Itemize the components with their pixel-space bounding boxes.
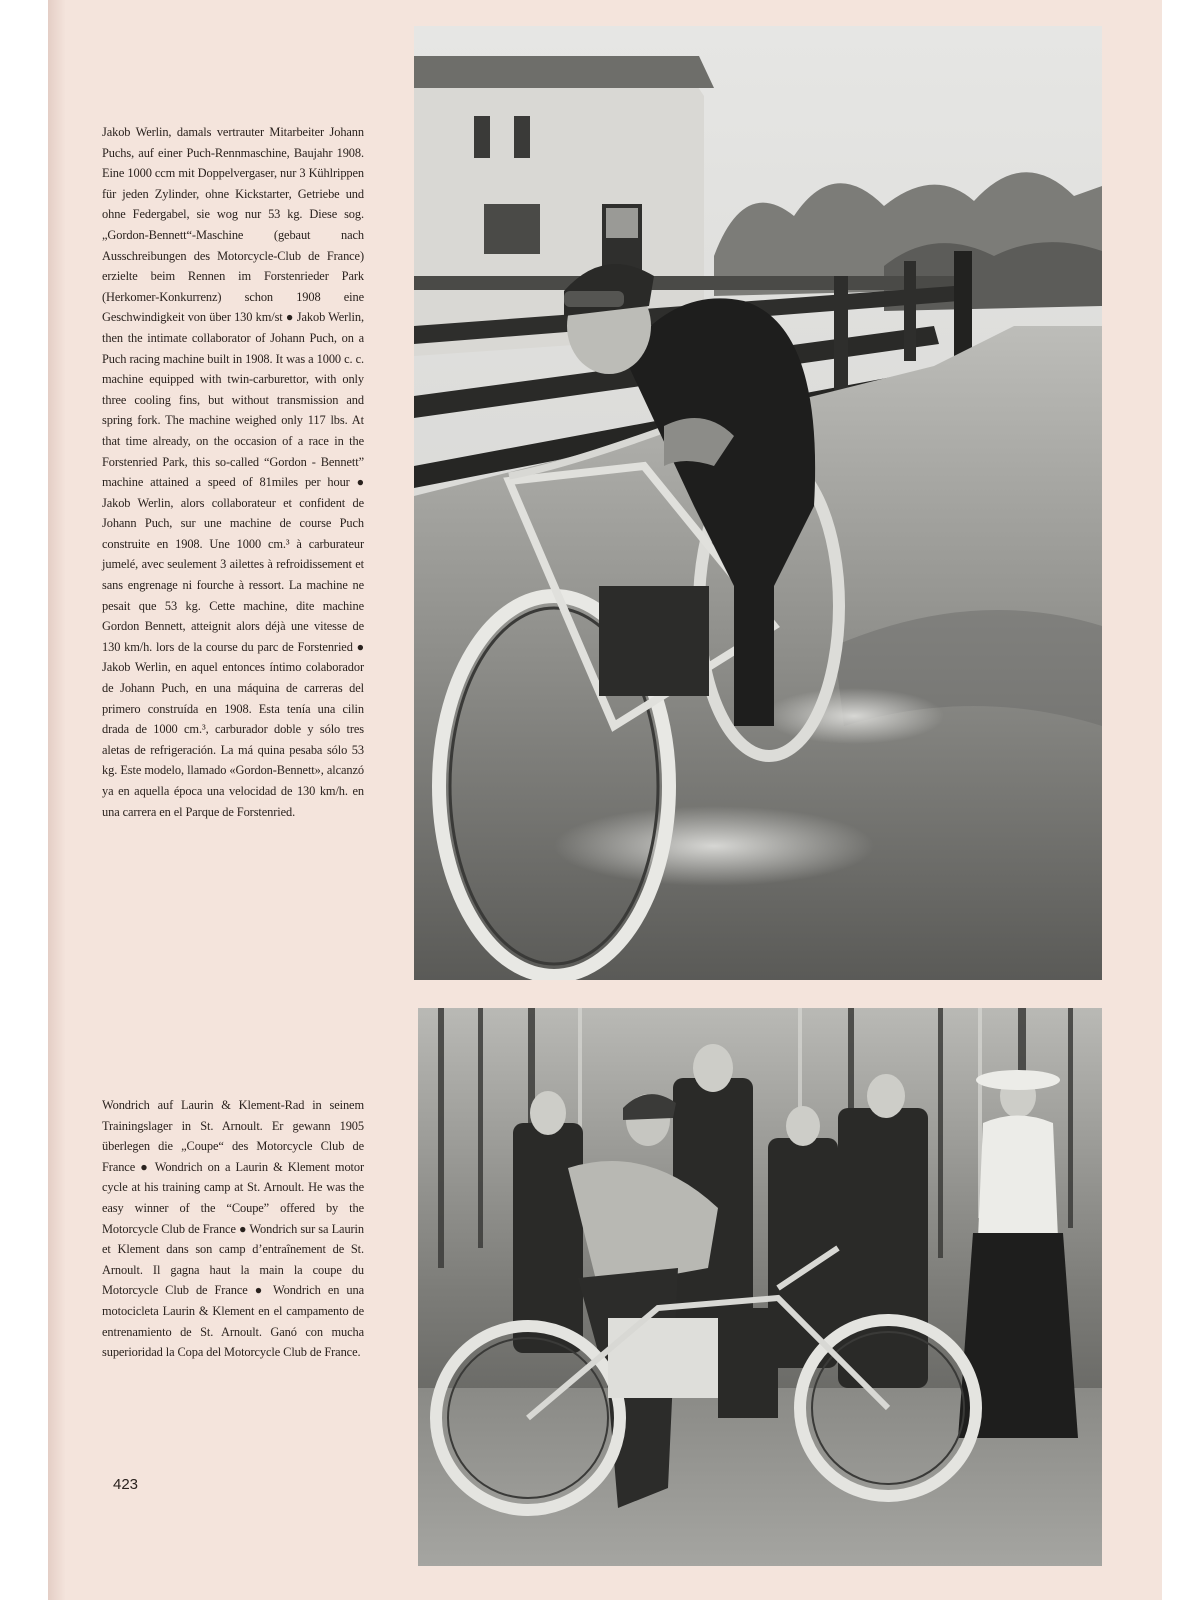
caption-wondrich-text: Wondrich auf Laurin & Klement-Rad in seinem Trainingslager in St. Arnoult. Er gewann 1905 überlegen die „Coupe“ des Motorcycle Club de France ● Wondrich on a Laurin & Klement motor cycle at his training camp at St. Arnoult. He was the easy winner of the “Coupe” offered by the Motorcycle Club de France ● Wondrich sur sa Laurin et Klement dans son camp d’entraînement de St. Arnoult. Il gagna haut la main la coupe du Motorcycle Club de France ● Wondrich en una motocicleta Laurin & Klement en el campamento de entrenamiento de St. Arnoult. Ganó con mucha superioridad la Copa del Motorcycle Club de France. xyxy=(102,1098,364,1360)
photo-werlin-illustration xyxy=(414,26,1102,980)
photo-wondrich-training-camp xyxy=(418,1008,1102,1566)
photo-werlin-racing-machine xyxy=(414,26,1102,980)
page-edge-shadow xyxy=(48,0,66,1600)
caption-wondrich xyxy=(102,1095,364,1363)
caption-werlin-text: Jakob Werlin, damals vertrauter Mitarbeiter Johann Puchs, auf einer Puch-Rennmaschine, Baujahr 1908. Eine 1000 ccm mit Doppelvergaser, nur 3 Kühlrippen für jeden Zylinder, ohne Kickstarter, Getriebe und ohne Federgabel, sie wog nur 53 kg. Diese sog. „Gordon-Bennett“-Maschine (gebaut nach Ausschreibungen des Motorcycle-Club de France) erzielte beim Rennen im Forstenrieder Park (Herkomer-Konkurrenz) schon 1908 eine Geschwindigkeit von über 130 km/st ● Jakob Werlin, then the intimate collaborator of Johann Puch, on a Puch racing machine built in 1908. It was a 1000 c. c. machine equipped with twin-carburettor, with only three cooling fins, but without transmission and spring fork. The machine weighed only 117 lbs. At that time already, on the occasion of a race in the Forstenried Park, this so-called “Gordon - Bennett” machine attained a speed of 81miles per hour ● Jakob Werlin, alors collaborateur et confident de Johann Puch, sur une machine de course Puch construite en 1908. Une 1000 cm.³ à carburateur jumelé, avec seulement 3 ailettes à refroidissement et sans engrenage ni fourche à ressort. La machine ne pesait que 53 kg. Cette machine, dite machine Gordon Bennett, atteignit alors déjà une vitesse de 130 km/h. lors de la course du parc de Forstenried ● Jakob Werlin, en aquel entonces íntimo colaborador de Johann Puch, en una máquina de carreras del primero construída en 1908. Esta tenía una cilin drada de 1000 cm.³, carburador doble y sólo tres aletas de refrigeración. La má quina pesaba sólo 53 kg. Este modelo, llamado «Gordon-Bennett», alcanzó ya en aquella época una velocidad de 130 km/h. en una carrera en el Parque de Forstenried. xyxy=(102,125,364,819)
page-number: 423 xyxy=(113,1476,139,1493)
caption-werlin xyxy=(102,122,364,822)
photo-wondrich-illustration xyxy=(418,1008,1102,1566)
